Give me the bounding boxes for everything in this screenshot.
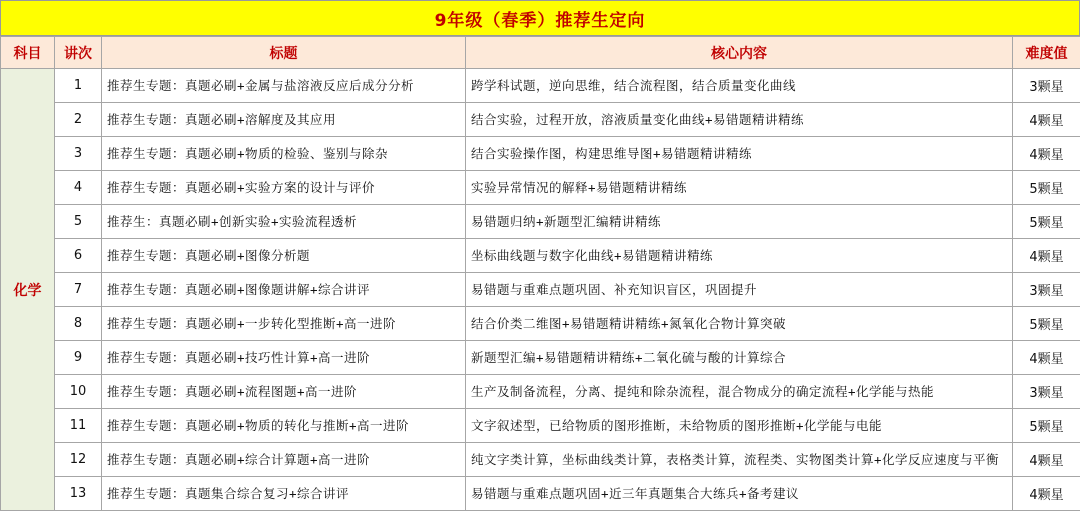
lecture-number-cell: 2 <box>55 103 102 137</box>
table-row <box>1 103 1080 137</box>
topic-cell: 推荐生专题：真题必刷+技巧性计算+高一进阶 <box>102 341 466 375</box>
table-row <box>1 205 1080 239</box>
difficulty-cell: 4颗星 <box>1013 137 1080 171</box>
topic-cell: 推荐生专题：真题必刷+一步转化型推断+高一进阶 <box>102 307 466 341</box>
table-row <box>1 477 1080 511</box>
content-cell: 坐标曲线题与数字化曲线+易错题精讲精练 <box>466 239 1013 273</box>
table-row <box>1 375 1080 409</box>
lecture-number-cell: 7 <box>55 273 102 307</box>
header-difficulty: 难度值 <box>1013 37 1080 69</box>
topic-cell: 推荐生专题：真题必刷+流程图题+高一进阶 <box>102 375 466 409</box>
lecture-number-cell: 1 <box>55 69 102 103</box>
table-row <box>1 443 1080 477</box>
topic-cell: 推荐生专题：真题必刷+溶解度及其应用 <box>102 103 466 137</box>
lecture-number-cell: 8 <box>55 307 102 341</box>
lecture-number-cell: 12 <box>55 443 102 477</box>
content-cell: 结合价类二维图+易错题精讲精练+氮氧化合物计算突破 <box>466 307 1013 341</box>
topic-cell: 推荐生专题：真题必刷+图像题讲解+综合讲评 <box>102 273 466 307</box>
lecture-number-cell: 10 <box>55 375 102 409</box>
content-cell: 新题型汇编+易错题精讲精练+二氧化硫与酸的计算综合 <box>466 341 1013 375</box>
difficulty-cell: 5颗星 <box>1013 307 1080 341</box>
content-cell: 跨学科试题，逆向思维，结合流程图，结合质量变化曲线 <box>466 69 1013 103</box>
table-row <box>1 69 1080 103</box>
lecture-number-cell: 5 <box>55 205 102 239</box>
header-row <box>1 37 1080 69</box>
difficulty-cell: 4颗星 <box>1013 443 1080 477</box>
lecture-number-cell: 11 <box>55 409 102 443</box>
content-cell: 实验异常情况的解释+易错题精讲精练 <box>466 171 1013 205</box>
content-cell: 生产及制备流程，分离、提纯和除杂流程，混合物成分的确定流程+化学能与热能 <box>466 375 1013 409</box>
header-content: 核心内容 <box>466 37 1013 69</box>
difficulty-cell: 5颗星 <box>1013 205 1080 239</box>
content-cell: 易错题归纳+新题型汇编精讲精练 <box>466 205 1013 239</box>
lecture-number-cell: 9 <box>55 341 102 375</box>
content-cell: 文字叙述型，已给物质的图形推断，未给物质的图形推断+化学能与电能 <box>466 409 1013 443</box>
content-cell: 易错题与重难点题巩固、补充知识盲区，巩固提升 <box>466 273 1013 307</box>
difficulty-cell: 3颗星 <box>1013 69 1080 103</box>
difficulty-cell: 4颗星 <box>1013 341 1080 375</box>
table-row <box>1 171 1080 205</box>
content-cell: 结合实验操作图，构建思维导图+易错题精讲精练 <box>466 137 1013 171</box>
lecture-number-cell: 4 <box>55 171 102 205</box>
table-row <box>1 239 1080 273</box>
topic-cell: 推荐生专题：真题必刷+实验方案的设计与评价 <box>102 171 466 205</box>
difficulty-cell: 3颗星 <box>1013 273 1080 307</box>
content-cell: 纯文字类计算，坐标曲线类计算，表格类计算，流程类、实物图类计算+化学反应速度与平衡 <box>466 443 1013 477</box>
table-row <box>1 137 1080 171</box>
table-body <box>1 69 1080 511</box>
topic-cell: 推荐生专题：真题必刷+物质的转化与推断+高一进阶 <box>102 409 466 443</box>
lecture-number-cell: 6 <box>55 239 102 273</box>
table-row <box>1 307 1080 341</box>
topic-cell: 推荐生专题：真题必刷+综合计算题+高一进阶 <box>102 443 466 477</box>
difficulty-cell: 4颗星 <box>1013 477 1080 511</box>
topic-cell: 推荐生专题：真题必刷+图像分析题 <box>102 239 466 273</box>
topic-cell: 推荐生：真题必刷+创新实验+实验流程透析 <box>102 205 466 239</box>
difficulty-cell: 5颗星 <box>1013 171 1080 205</box>
subject-cell: 化学 <box>1 69 55 511</box>
header-lecture: 讲次 <box>55 37 102 69</box>
content-cell: 结合实验，过程开放，溶液质量变化曲线+易错题精讲精练 <box>466 103 1013 137</box>
content-cell: 易错题与重难点题巩固+近三年真题集合大练兵+备考建议 <box>466 477 1013 511</box>
table-row <box>1 409 1080 443</box>
difficulty-cell: 5颗星 <box>1013 409 1080 443</box>
difficulty-cell: 4颗星 <box>1013 239 1080 273</box>
table-row <box>1 341 1080 375</box>
table-row <box>1 273 1080 307</box>
sheet-title: 9年级（春季）推荐生定向 <box>0 0 1080 36</box>
topic-cell: 推荐生专题：真题集合综合复习+综合讲评 <box>102 477 466 511</box>
difficulty-cell: 3颗星 <box>1013 375 1080 409</box>
header-subject: 科目 <box>1 37 55 69</box>
lecture-number-cell: 3 <box>55 137 102 171</box>
header-topic: 标题 <box>102 37 466 69</box>
topic-cell: 推荐生专题：真题必刷+金属与盐溶液反应后成分分析 <box>102 69 466 103</box>
topic-cell: 推荐生专题：真题必刷+物质的检验、鉴别与除杂 <box>102 137 466 171</box>
lecture-number-cell: 13 <box>55 477 102 511</box>
course-table <box>0 36 1080 511</box>
difficulty-cell: 4颗星 <box>1013 103 1080 137</box>
